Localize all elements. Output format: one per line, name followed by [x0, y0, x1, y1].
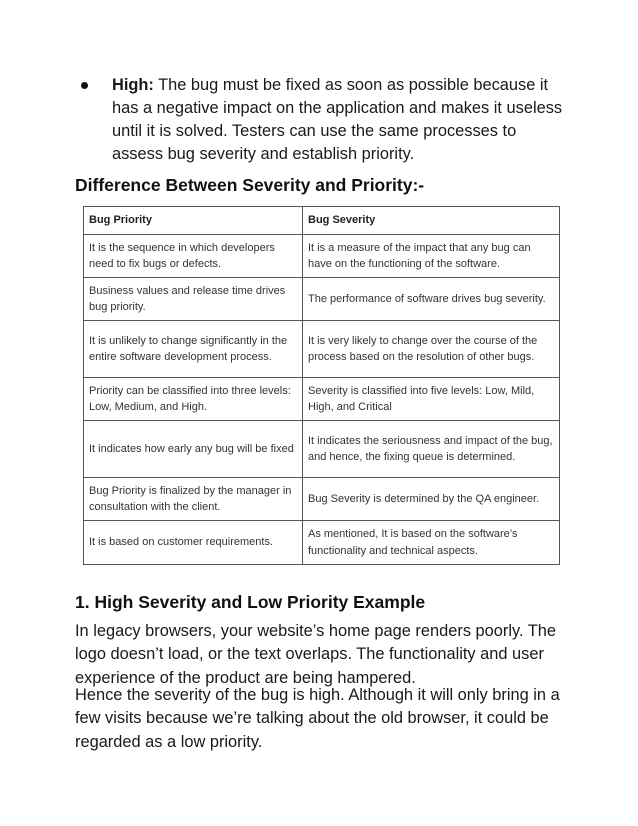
- bullet-text: [112, 74, 568, 166]
- severity-cell: Bug Severity is determined by the QA engineer.: [303, 478, 560, 521]
- bullet-body: The bug must be fixed as soon as possible because it has a negative impact on the application and makes it useless until it is solved. Testers can use the same processes to assess bug severity and establish priority.: [112, 76, 563, 163]
- table-row: [84, 235, 560, 278]
- header-bug-severity: Bug Severity: [303, 207, 560, 235]
- severity-cell: It indicates the seriousness and impact of the bug, and hence, the fixing queue is determined.: [303, 421, 560, 478]
- table-row: [84, 478, 560, 521]
- severity-cell: It is a measure of the impact that any bug can have on the functioning of the software.: [303, 235, 560, 278]
- example-paragraph-1: In legacy browsers, your website’s home page renders poorly. The logo doesn’t load, or the text overlaps. The functionality and user experience of the product are being hampered.: [75, 622, 557, 687]
- example-heading: 1. High Severity and Low Priority Example: [75, 592, 426, 612]
- priority-cell: Bug Priority is finalized by the manager in consultation with the client.: [84, 478, 303, 521]
- bullet-dot-icon: [81, 82, 88, 89]
- priority-cell: It is the sequence in which developers need to fix bugs or defects.: [84, 235, 303, 278]
- table-row: [84, 378, 560, 421]
- table-row: [84, 321, 560, 378]
- severity-cell: The performance of software drives bug severity.: [303, 278, 560, 321]
- example-paragraph-2: Hence the severity of the bug is high. Although it will only bring in a few visits because we’re talking about the old browser, it could be regarded as a low priority.: [75, 686, 560, 751]
- priority-cell: It is based on customer requirements.: [84, 521, 303, 565]
- table-row: [84, 521, 560, 565]
- priority-cell: It is unlikely to change significantly in the entire software development process.: [84, 321, 303, 378]
- table-row: [84, 421, 560, 478]
- severity-cell: As mentioned, It is based on the software’s functionality and technical aspects.: [303, 521, 560, 565]
- severity-cell: It is very likely to change over the course of the process based on the resolution of other bugs.: [303, 321, 560, 378]
- priority-cell: It indicates how early any bug will be fixed: [84, 421, 303, 478]
- comparison-table: [83, 206, 560, 565]
- bullet-label: High:: [112, 76, 154, 94]
- table-row: [84, 278, 560, 321]
- table-header-row: [84, 207, 560, 235]
- bullet-item-high: [88, 74, 568, 166]
- difference-heading: Difference Between Severity and Priority:-: [75, 175, 425, 195]
- severity-cell: Severity is classified into five levels: Low, Mild, High, and Critical: [303, 378, 560, 421]
- priority-cell: Priority can be classified into three levels: Low, Medium, and High.: [84, 378, 303, 421]
- priority-cell: Business values and release time drives bug priority.: [84, 278, 303, 321]
- header-bug-priority: Bug Priority: [84, 207, 303, 235]
